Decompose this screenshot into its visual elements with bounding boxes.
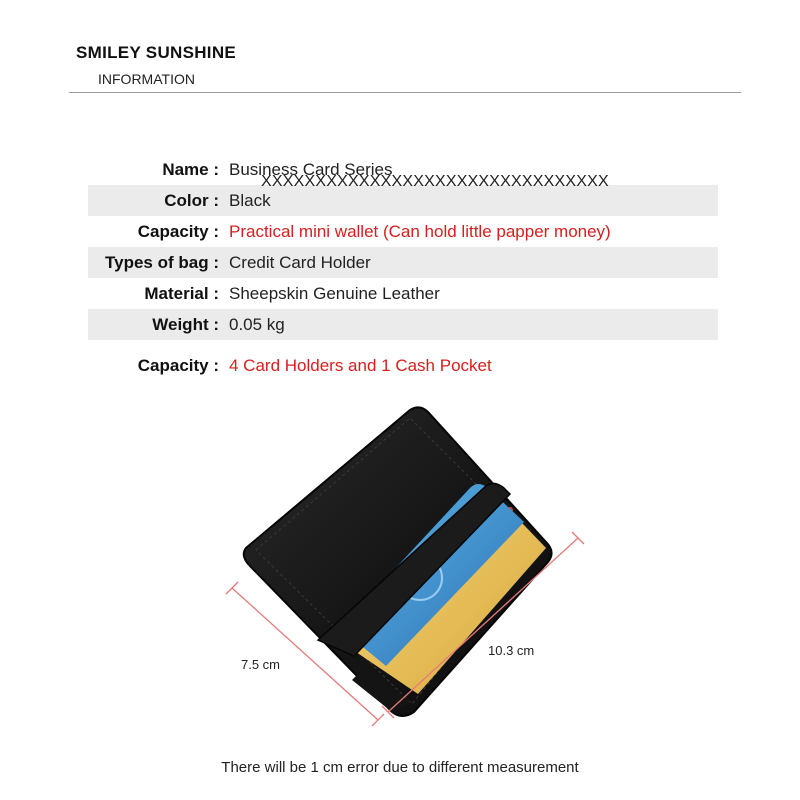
spec-value: Credit Card Holder	[229, 252, 371, 272]
width-dimension-label: 10.3 cm	[488, 643, 535, 658]
section-subtitle: INFORMATION	[98, 71, 195, 87]
spec-label: Color :	[164, 190, 219, 210]
spec-value: Black	[229, 190, 271, 210]
brand-name: SMILEY SUNSHINE	[76, 43, 237, 62]
spec-label: Weight :	[152, 314, 219, 334]
spec-label: Capacity :	[137, 355, 219, 375]
spec-value: Business Card Series	[229, 159, 393, 179]
placeholder-overlay-text: XXXXXXXXXXXXXXXXXXXXXXXXXXXXXXXX	[261, 173, 609, 190]
spec-label: Name :	[162, 159, 219, 179]
measurement-footnote: There will be 1 cm error due to different measurement	[221, 759, 579, 776]
spec-value: Sheepskin Genuine Leather	[229, 283, 440, 303]
spec-label: Capacity :	[137, 221, 219, 241]
spec-value: Practical mini wallet (Can hold little papper money)	[229, 221, 611, 241]
spec-value: 4 Card Holders and 1 Cash Pocket	[229, 355, 492, 375]
spec-value: 0.05 kg	[229, 314, 285, 334]
height-dimension-label: 7.5 cm	[241, 657, 281, 672]
spec-label: Types of bag :	[105, 252, 219, 272]
spec-label: Material :	[144, 283, 219, 303]
